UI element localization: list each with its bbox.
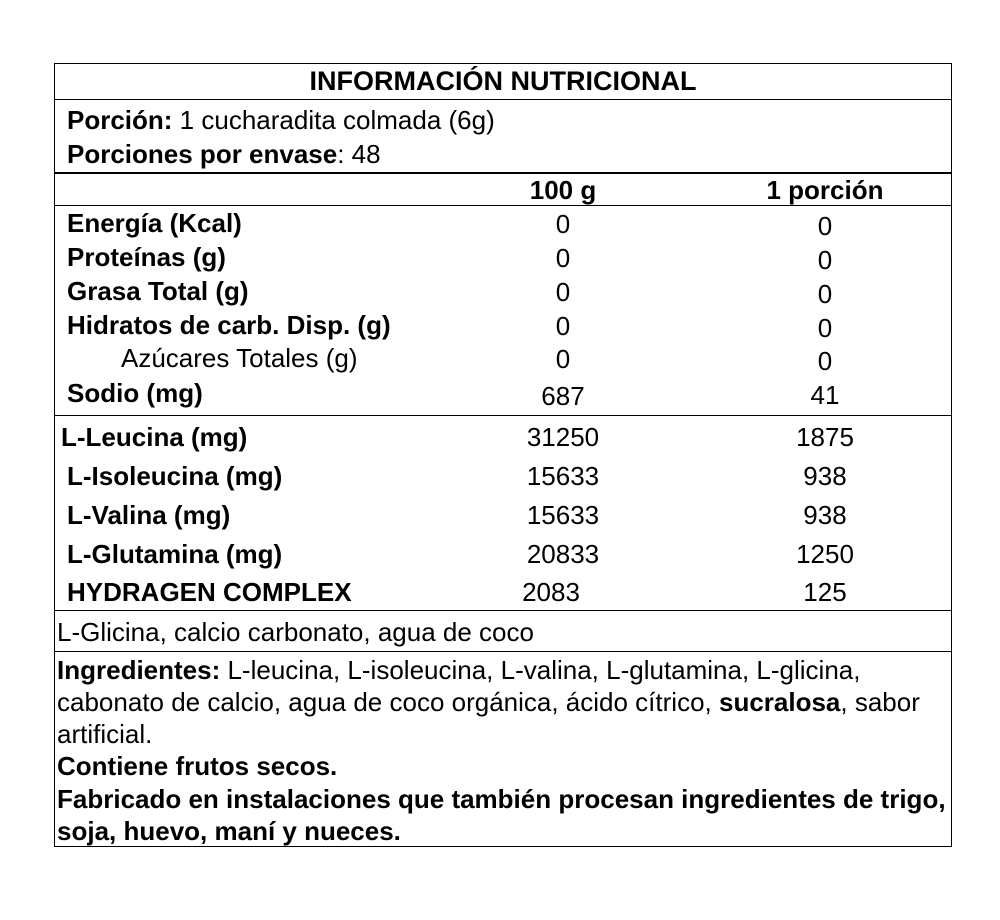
- divider: [55, 172, 951, 174]
- amino-name: L-Leucina (mg): [61, 422, 248, 452]
- amino-perserving: 1250: [796, 539, 854, 569]
- nutrient-name: Energía (Kcal): [67, 208, 242, 238]
- servings-line: [67, 141, 381, 167]
- nutrient-perserving: 0: [817, 313, 833, 343]
- divider: [55, 99, 951, 100]
- portion-label: Porción:: [67, 105, 173, 135]
- amino-per100: 15633: [526, 500, 600, 530]
- nutrient-per100: 0: [555, 344, 571, 374]
- nutrient-name: Grasa Total (g): [67, 276, 249, 306]
- nutrient-per100: 0: [555, 243, 571, 273]
- nutrient-per100: 0: [555, 277, 571, 307]
- ingredients-paragraph: [57, 654, 947, 750]
- complex-note: L-Glicina, calcio carbonato, agua de coco: [57, 617, 534, 647]
- allergen-nuts: Contiene frutos secos.: [57, 751, 338, 781]
- allergen-facility: Fabricado en instalaciones que también procesan ingredientes de trigo, soja, huevo, maní y nueces.: [57, 784, 946, 846]
- divider: [55, 610, 951, 611]
- ingredients-text: L-leucina, L-isoleucina, L-valina, L-glutamina, L-glicina, cabonato de calcio, agua de coco orgánica, ácido cítrico,: [57, 655, 861, 717]
- nutrition-label: [54, 63, 952, 847]
- divider: [55, 651, 951, 652]
- amino-name: L-Isoleucina (mg): [67, 461, 283, 491]
- column-header-portion: 1 porción: [766, 175, 884, 205]
- nutrient-per100: 0: [555, 311, 571, 341]
- amino-per100: 15633: [526, 461, 600, 491]
- divider: [55, 205, 951, 206]
- nutrient-name: Sodio (mg): [67, 378, 203, 408]
- nutrient-perserving: 0: [817, 245, 833, 275]
- divider: [55, 415, 951, 416]
- amino-perserving: 125: [803, 577, 847, 607]
- column-header-100g: 100 g: [529, 175, 597, 205]
- ingredients-sweetener: sucralosa: [718, 687, 841, 717]
- nutrient-name: Proteínas (g): [67, 242, 226, 272]
- servings-value: : 48: [337, 139, 381, 169]
- nutrient-per100: 0: [555, 209, 571, 239]
- nutrient-perserving: 0: [817, 211, 833, 241]
- portion-line: [67, 107, 495, 133]
- label-title: INFORMACIÓN NUTRICIONAL: [309, 66, 697, 96]
- servings-label: Porciones por envase: [67, 139, 338, 169]
- amino-perserving: 938: [803, 461, 847, 491]
- nutrient-perserving: 0: [817, 279, 833, 309]
- nutrient-name: Hidratos de carb. Disp. (g): [67, 310, 391, 340]
- nutrient-perserving: 41: [810, 380, 840, 410]
- portion-value: 1 cucharadita colmada (6g): [172, 105, 495, 135]
- ingredients-label: Ingredientes:: [57, 655, 221, 685]
- amino-per100: 20833: [526, 539, 600, 569]
- nutrient-perserving: 0: [817, 346, 833, 376]
- amino-name: HYDRAGEN COMPLEX: [67, 577, 352, 607]
- amino-name: L-Glutamina (mg): [67, 539, 283, 569]
- nutrient-per100: 687: [541, 381, 585, 411]
- amino-perserving: 938: [803, 500, 847, 530]
- nutrient-name: Azúcares Totales (g): [121, 343, 358, 373]
- amino-per100: 2083: [522, 577, 580, 607]
- ingredients-text-end: , sabor artificial.: [57, 687, 920, 749]
- amino-per100: 31250: [526, 422, 600, 452]
- amino-name: L-Valina (mg): [67, 500, 231, 530]
- amino-perserving: 1875: [796, 422, 854, 452]
